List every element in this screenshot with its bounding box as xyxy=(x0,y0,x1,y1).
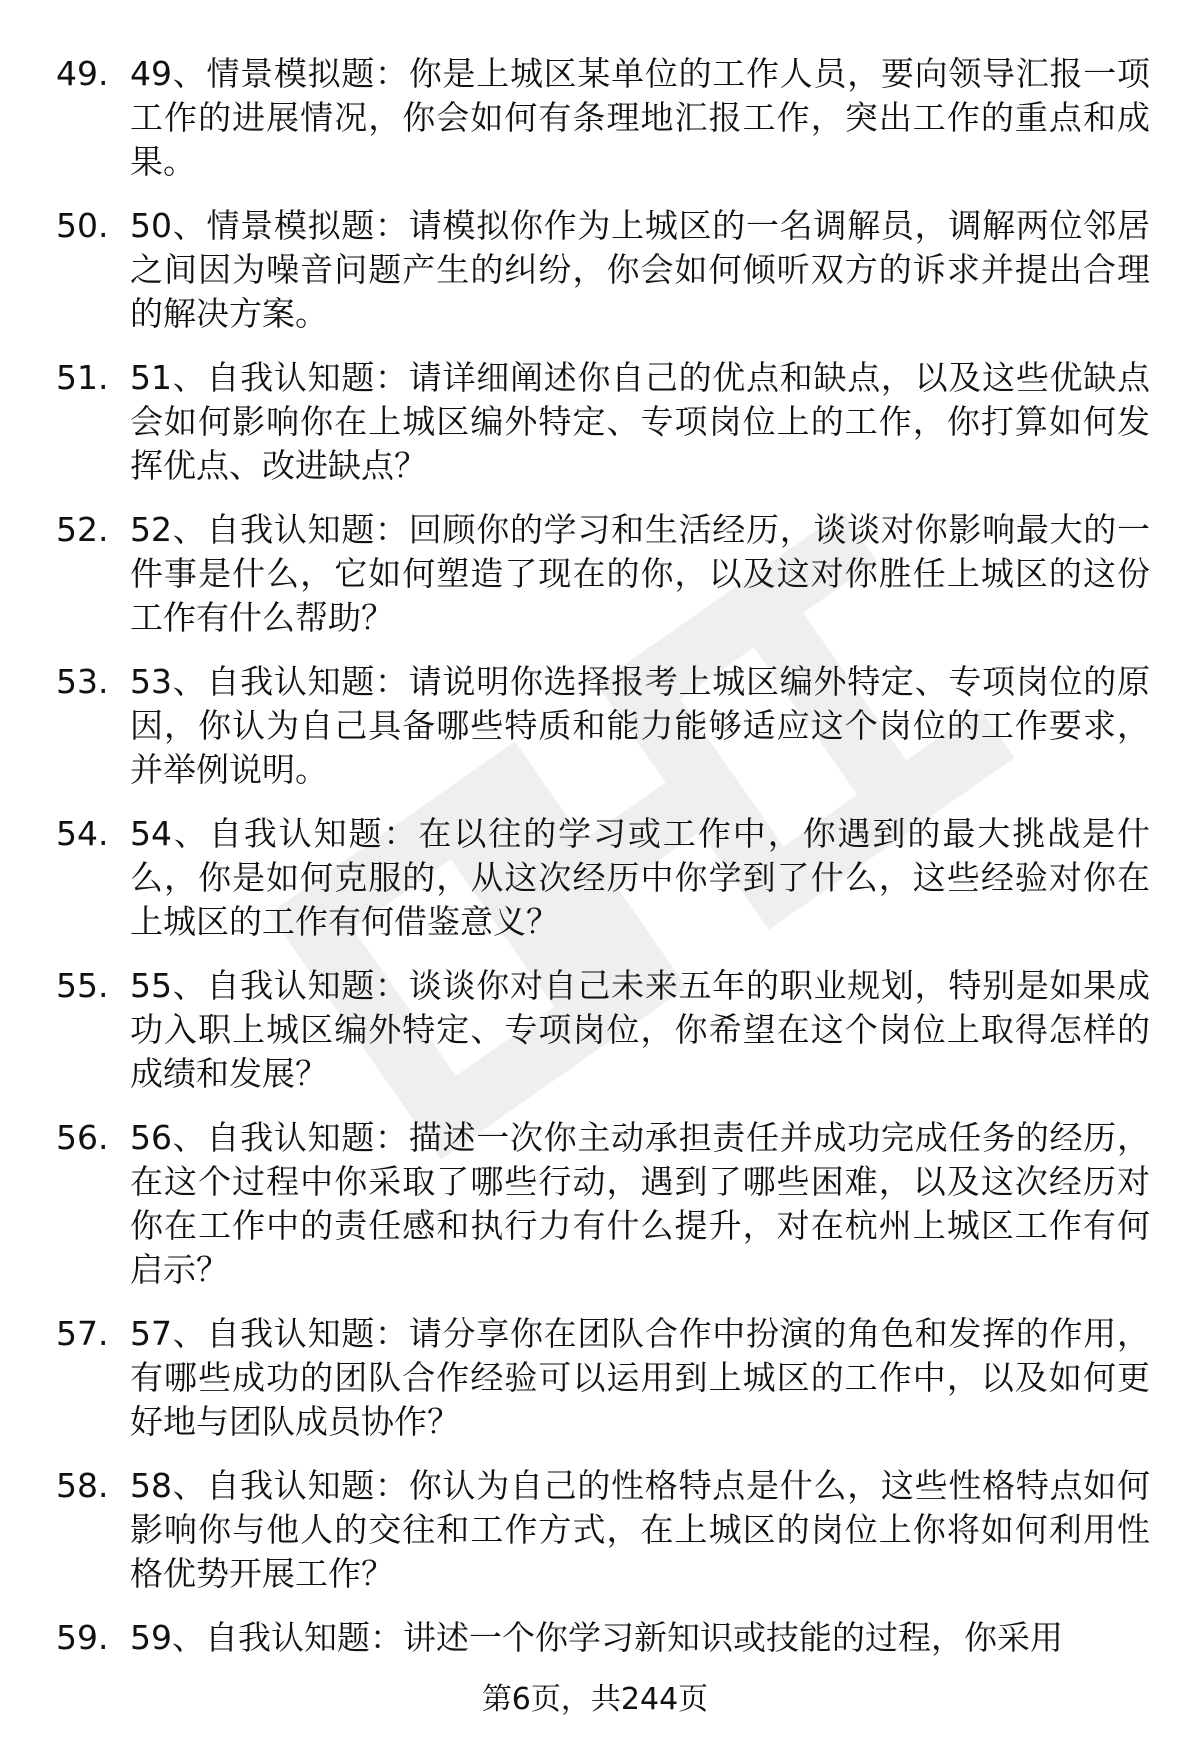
page-number-footer: 第6页，共244页 xyxy=(481,1682,709,1717)
list-item xyxy=(56,1116,1156,1292)
question-text: 54、自我认知题：在以往的学习或工作中，你遇到的最大挑战是什么，你是如何克服的，从这次经历中你学到了什么，这些经验对你在上城区的工作有何借鉴意义？ xyxy=(130,814,1150,941)
question-list xyxy=(56,52,1156,1680)
list-item xyxy=(56,812,1156,944)
item-number: 53. xyxy=(56,662,109,701)
question-text: 55、自我认知题：谈谈你对自己未来五年的职业规划，特别是如果成功入职上城区编外特定、专项岗位，你希望在这个岗位上取得怎样的成绩和发展？ xyxy=(130,966,1150,1093)
list-item xyxy=(56,1312,1156,1444)
list-item xyxy=(56,660,1156,792)
item-number: 59. xyxy=(56,1618,109,1657)
item-number: 52. xyxy=(56,510,109,549)
item-number: 56. xyxy=(56,1118,109,1157)
question-text: 59、自我认知题：讲述一个你学习新知识或技能的过程，你采用 xyxy=(130,1618,1063,1657)
question-text: 58、自我认知题：你认为自己的性格特点是什么，这些性格特点如何影响你与他人的交往和工作方式，在上城区的岗位上你将如何利用性格优势开展工作？ xyxy=(130,1466,1150,1593)
list-item xyxy=(56,356,1156,488)
item-number: 50. xyxy=(56,206,109,245)
item-number: 54. xyxy=(56,814,109,853)
list-item xyxy=(56,964,1156,1096)
item-number: 49. xyxy=(56,54,109,93)
item-number: 58. xyxy=(56,1466,109,1505)
list-item xyxy=(56,508,1156,640)
item-number: 55. xyxy=(56,966,109,1005)
item-number: 57. xyxy=(56,1314,109,1353)
list-item xyxy=(56,204,1156,336)
question-text: 50、情景模拟题：请模拟你作为上城区的一名调解员，调解两位邻居之间因为噪音问题产生的纠纷，你会如何倾听双方的诉求并提出合理的解决方案。 xyxy=(130,206,1150,333)
list-item xyxy=(56,1464,1156,1596)
question-text: 56、自我认知题：描述一次你主动承担责任并成功完成任务的经历，在这个过程中你采取了哪些行动，遇到了哪些困难，以及这次经历对你在工作中的责任感和执行力有什么提升，对在杭州上城区工作有何启示？ xyxy=(130,1118,1150,1289)
question-text: 57、自我认知题：请分享你在团队合作中扮演的角色和发挥的作用，有哪些成功的团队合作经验可以运用到上城区的工作中，以及如何更好地与团队成员协作？ xyxy=(130,1314,1150,1441)
list-item xyxy=(56,1616,1156,1660)
question-text: 53、自我认知题：请说明你选择报考上城区编外特定、专项岗位的原因，你认为自己具备哪些特质和能力能够适应这个岗位的工作要求，并举例说明。 xyxy=(130,662,1150,789)
question-text: 51、自我认知题：请详细阐述你自己的优点和缺点，以及这些优缺点会如何影响你在上城区编外特定、专项岗位上的工作，你打算如何发挥优点、改进缺点？ xyxy=(130,358,1150,485)
question-text: 52、自我认知题：回顾你的学习和生活经历，谈谈对你影响最大的一件事是什么，它如何塑造了现在的你，以及这对你胜任上城区的这份工作有什么帮助？ xyxy=(130,510,1150,637)
list-item xyxy=(56,52,1156,184)
question-text: 49、情景模拟题：你是上城区某单位的工作人员，要向领导汇报一项工作的进展情况，你会如何有条理地汇报工作，突出工作的重点和成果。 xyxy=(130,54,1150,181)
item-number: 51. xyxy=(56,358,109,397)
